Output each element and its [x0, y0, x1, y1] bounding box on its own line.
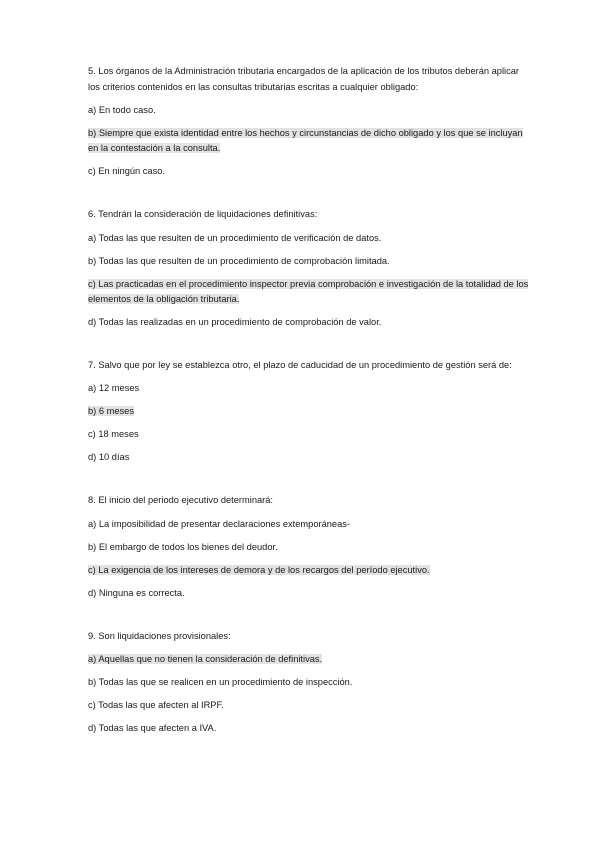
- question-9: [88, 629, 533, 737]
- option-c: c) 18 meses: [88, 429, 139, 439]
- option-a: a) La imposibilidad de presentar declaraciones extemporáneas-: [88, 518, 351, 529]
- question-text: 9. Son liquidaciones provisionales:: [88, 630, 231, 641]
- option-c-highlighted: c) La exigencia de los intereses de demora y de los recargos del período ejecutivo.: [88, 564, 430, 575]
- option-a: a) Todas las que resulten de un procedimiento de verificación de datos.: [88, 232, 382, 243]
- option-b-highlighted: b) Siempre que exista identidad entre los hechos y circunstancias de dicho obligado y los que se incluyan en la contestación a la consulta.: [88, 128, 523, 153]
- question-8: [88, 493, 533, 601]
- question-6: [88, 207, 533, 330]
- option-c: c) En ningún caso.: [88, 166, 166, 176]
- option-c: c) Todas las que afecten al IRPF.: [88, 700, 224, 710]
- option-b-highlighted: b) 6 meses: [88, 406, 134, 416]
- option-b: b) Todas las que se realicen en un procedimiento de inspección.: [88, 677, 353, 687]
- question-text: 8. El inicio del periodo ejecutivo determinará:: [88, 495, 274, 505]
- option-b: b) Todas las que resulten de un procedimiento de comprobación limitada.: [88, 255, 390, 266]
- option-d: d) Ninguna es correcta.: [88, 587, 185, 598]
- option-a: a) 12 meses: [88, 383, 140, 393]
- option-d: d) Todas las que afecten a IVA.: [88, 723, 217, 733]
- option-a-highlighted: a) Aquellas que no tienen la consideración de definitivas.: [88, 654, 323, 664]
- option-c-highlighted: c) Las practicadas en el procedimiento inspector previa comprobación e investigación de la totalidad de los elementos de la obligación tributaria.: [88, 278, 529, 304]
- question-5: [88, 64, 533, 179]
- question-text: 5. Los órganos de la Administración tributaria encargados de la aplicación de los tributos deberán aplicar los criterios contenidos en las consultas tributarias escritas a cualquier obligado:: [88, 66, 520, 92]
- question-7: [88, 358, 533, 466]
- question-text: 7. Salvo que por ley se establezca otro, el plazo de caducidad de un procedimiento de gestión será de:: [88, 359, 512, 370]
- question-text: 6. Tendrán la consideración de liquidaciones definitivas:: [88, 209, 318, 219]
- option-b: b) El embargo de todos los bienes del deudor.: [88, 541, 278, 552]
- option-a: a) En todo caso.: [88, 105, 156, 115]
- option-d: d) Todas las realizadas en un procedimiento de comprobación de valor.: [88, 316, 382, 327]
- option-d: d) 10 días: [88, 452, 130, 462]
